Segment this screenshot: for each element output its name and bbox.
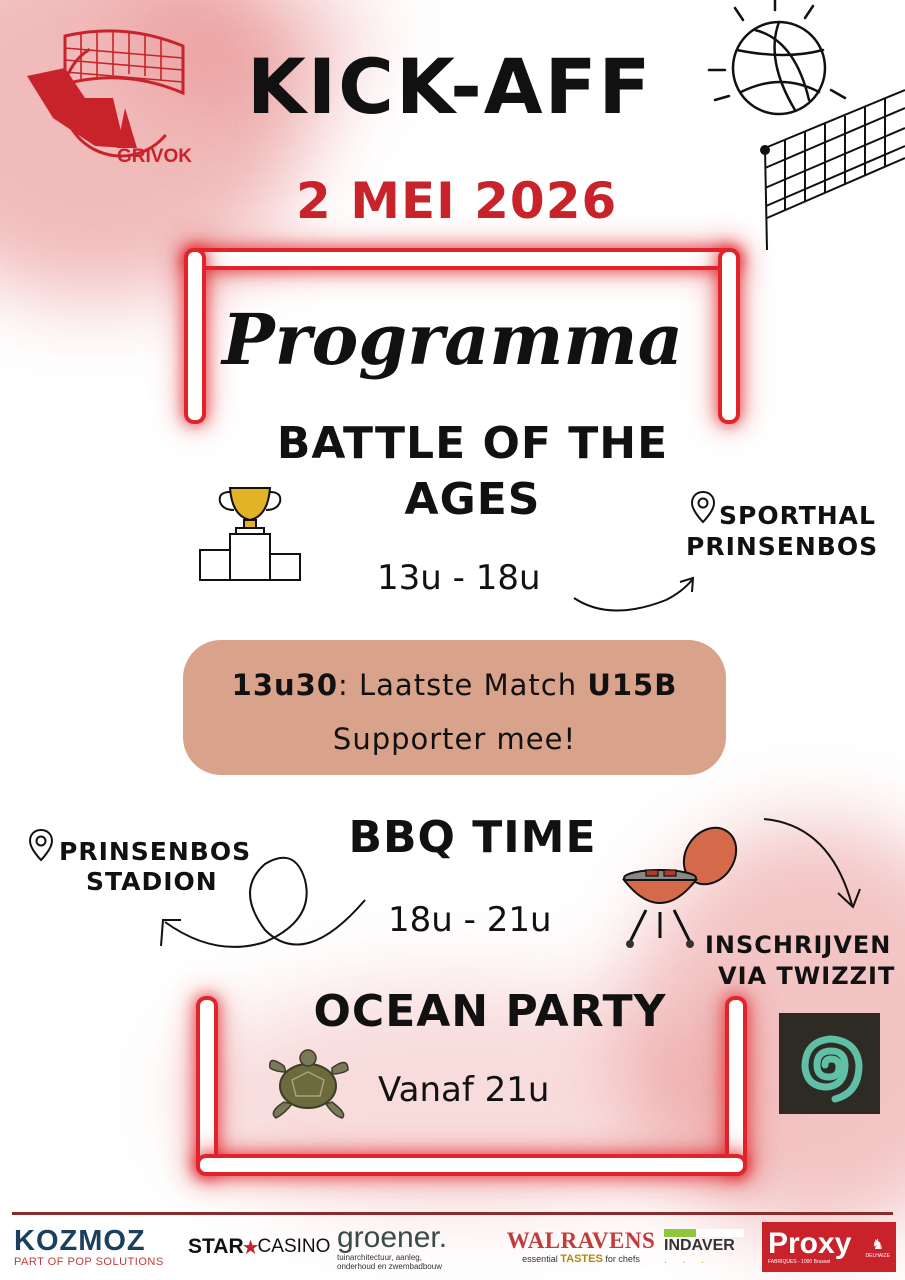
sponsor-divider bbox=[12, 1212, 893, 1215]
sponsor-indaver[interactable] bbox=[664, 1222, 750, 1272]
groener-subtitle-line2: onderhoud en zwembadbouw bbox=[337, 1262, 442, 1271]
walravens-logo-text: WALRAVENS bbox=[506, 1228, 656, 1253]
party-title: OCEAN PARTY bbox=[313, 986, 667, 1037]
indaver-dots-icon: . . . bbox=[664, 1254, 710, 1266]
grivok-logo bbox=[25, 28, 205, 173]
last-match-note bbox=[183, 640, 726, 775]
lion-icon: ♞ bbox=[871, 1235, 885, 1252]
program-heading: Programma bbox=[222, 298, 683, 381]
sponsor-kozmoz[interactable] bbox=[14, 1222, 174, 1272]
starcasino-casino-text: CASINO bbox=[257, 1236, 331, 1257]
sponsor-groener[interactable] bbox=[337, 1222, 497, 1272]
groener-subtitle-line1: tuinarchitectuur, aanleg, bbox=[337, 1253, 422, 1262]
sponsor-walravens[interactable] bbox=[506, 1222, 656, 1272]
curved-arrow-right-icon bbox=[570, 574, 700, 616]
groener-logo-text: groener. bbox=[337, 1221, 448, 1254]
delhaize-badge: ♞ DELHAIZE bbox=[865, 1235, 890, 1259]
event-title: KICK-AFF bbox=[247, 42, 653, 131]
last-match-team: U15B bbox=[587, 668, 678, 702]
signup-line1: INSCHRIJVEN bbox=[705, 931, 892, 959]
bbq-location-line2: STADION bbox=[86, 867, 218, 896]
twizzit-swirl-icon bbox=[779, 1013, 880, 1114]
walravens-tagline: essential TASTES for chefs bbox=[522, 1253, 640, 1265]
last-match-line2: Supporter mee! bbox=[332, 722, 577, 756]
kozmoz-logo-text: KOZMOZ bbox=[14, 1225, 146, 1257]
star-icon: ★ bbox=[241, 1235, 260, 1259]
location-pin-icon bbox=[690, 490, 720, 524]
location-pin-icon bbox=[28, 828, 58, 864]
sponsor-proxy[interactable] bbox=[762, 1222, 896, 1272]
last-match-time: 13u30 bbox=[231, 668, 339, 702]
curved-arrow-down-icon bbox=[760, 815, 870, 915]
signup-line2: VIA TWIZZIT bbox=[718, 962, 896, 990]
battle-title-line1: BATTLE OF THE bbox=[276, 418, 669, 469]
grivok-logo-text: GRIVOK bbox=[117, 146, 192, 167]
kozmoz-subtitle: PART OF POP SOLUTIONS bbox=[14, 1256, 164, 1268]
proxy-logo-text: Proxy bbox=[768, 1227, 852, 1260]
party-time: Vanaf 21u bbox=[378, 1070, 550, 1110]
twizzit-logo[interactable] bbox=[779, 1013, 880, 1114]
volleyball-net-icon bbox=[755, 88, 905, 250]
trophy-podium-icon bbox=[196, 484, 304, 584]
sea-turtle-icon bbox=[262, 1046, 356, 1122]
proxy-subtitle: FABRIQUES - 1000 Brussel bbox=[768, 1259, 831, 1265]
loop-arrow-left-icon bbox=[155, 850, 370, 960]
battle-location-line1: SPORTHAL bbox=[719, 501, 876, 530]
battle-title-line2: AGES bbox=[404, 474, 541, 525]
indaver-bar-icon bbox=[664, 1229, 744, 1237]
indaver-logo-text: INDAVER bbox=[664, 1236, 735, 1254]
volleyball-net-illustration bbox=[705, 0, 905, 250]
battle-time: 13u - 18u bbox=[377, 558, 541, 598]
neon-frame-bottom bbox=[200, 1158, 743, 1172]
last-match-line1 bbox=[183, 668, 726, 702]
bbq-location-line1: PRINSENBOS bbox=[59, 837, 252, 866]
sponsor-starcasino[interactable] bbox=[188, 1222, 331, 1272]
event-date: 2 MEI 2026 bbox=[296, 172, 618, 230]
bbq-title: BBQ TIME bbox=[348, 812, 597, 863]
bbq-time: 18u - 21u bbox=[388, 900, 552, 940]
neon-frame-bottom-left bbox=[200, 1000, 214, 1172]
starcasino-star-text: STAR bbox=[188, 1235, 244, 1258]
last-match-text: : Laatste Match bbox=[338, 668, 588, 702]
battle-location-line2: PRINSENBOS bbox=[686, 532, 879, 561]
neon-frame-top bbox=[188, 252, 736, 266]
neon-frame-bottom-right bbox=[729, 1000, 743, 1172]
